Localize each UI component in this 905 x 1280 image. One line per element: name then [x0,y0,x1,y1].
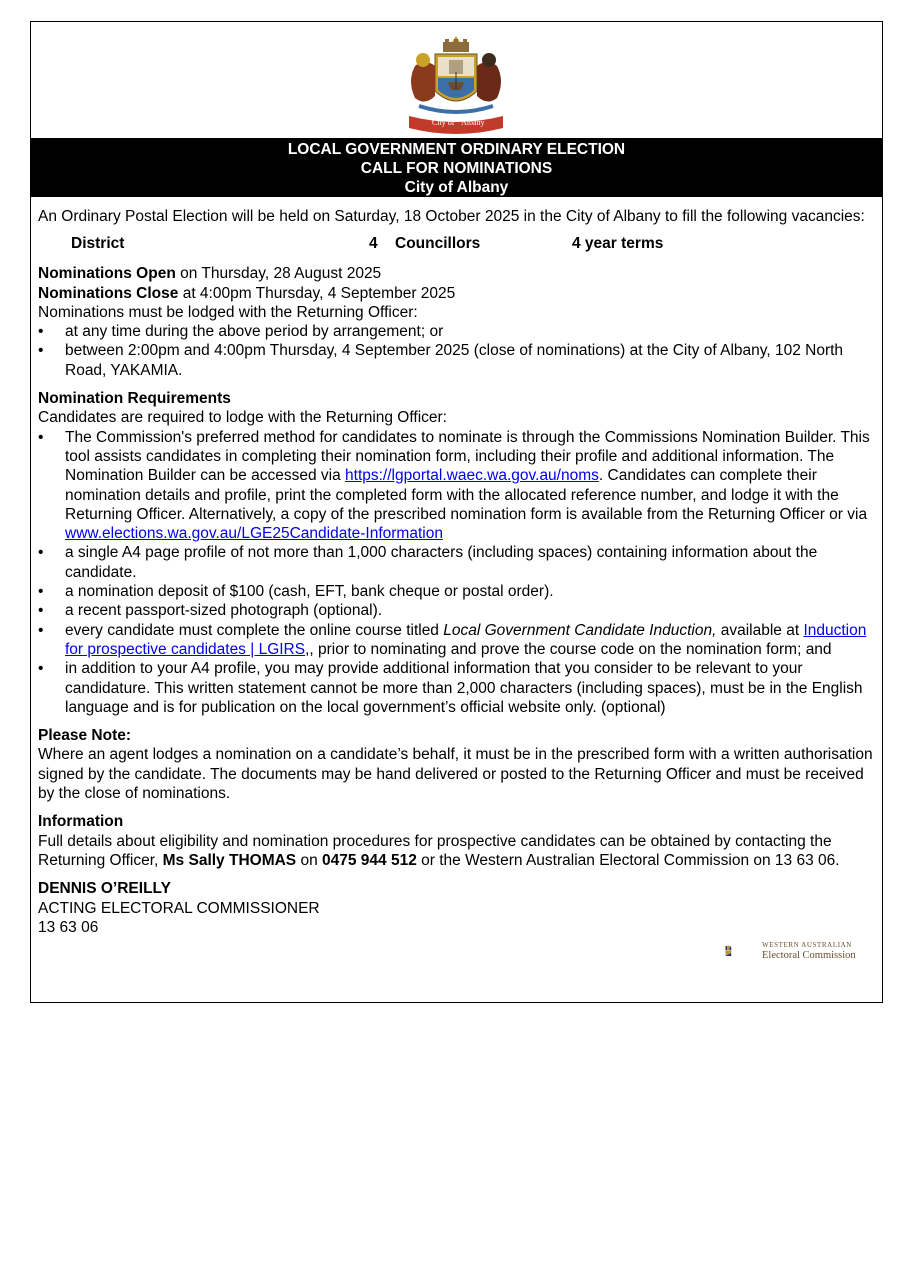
nominations-open-label: Nominations Open [38,265,176,283]
vacancy-term: 4 year terms [572,235,664,253]
information-heading: Information [38,813,124,831]
b5-text-3: ,, prior to nominating and prove the course code on the nomination form; and [305,640,832,658]
waec-logo-icon [725,929,761,973]
candidate-information-link[interactable]: www.elections.wa.gov.au/LGE25Candidate-Information [65,525,443,543]
list-item: • a nomination deposit of $100 (cash, EFT, bank cheque or postal order). [38,582,873,601]
signatory-phone: 13 63 06 [38,918,99,936]
requirements-heading: Nomination Requirements [38,390,231,408]
signatory-name: DENNIS O’REILLY [38,880,171,898]
vacancy-row [38,234,873,258]
list-item: • in addition to your A4 profile, you may provide additional information that you consider to be relevant to your candidature. This written statement cannot be more than 2,000 characters (including spaces), must be in the English language and is for publication on the local government’s official website only. (optional) [38,659,873,717]
note-text: Where an agent lodges a nomination on a candidate’s behalf, it must be in the prescribed form with a written authorisation signed by the candidate. The documents may be hand delivered or posted to the Returning Officer and must be received by the close of nominations. [38,746,873,803]
notice-body [38,207,873,937]
nominations-close [38,284,873,303]
b5-text-1: every candidate must complete the online course titled [65,621,444,639]
info-text-2: on [296,851,322,869]
list-item: • a recent passport-sized photograph (optional). [38,601,873,620]
banner-line-2: CALL FOR NOMINATIONS [360,160,553,177]
list-item [38,428,873,544]
crest-scroll-left: City of [432,118,455,127]
info-text-1: Full details about eligibility and nomination procedures for prospective candidates can be obtained by contacting the Returning Officer, [38,832,832,869]
b1-text-2: . Candidates can complete their nomination details and profile, print the completed form with the allocated reference number, and lodge it with the Returning Officer. Alternatively, a copy of the prescribed nomination form is available from the Returning Officer or via [65,467,868,523]
vacancy-role: Councillors [395,235,481,253]
city-of-albany-crest [405,36,507,134]
lodge-text: Nominations must be lodged with the Returning Officer: [38,303,418,321]
note-heading: Please Note: [38,727,132,745]
list-item: • between 2:00pm and 4:00pm Thursday, 4 September 2025 (close of nominations) at the City of Albany, 102 North Road, YAKAMIA. [38,341,873,380]
waec-logo-text [762,941,856,962]
list-item [38,621,873,660]
lodge-list [38,322,873,380]
requirements-intro: Candidates are required to lodge with the Returning Officer: [38,409,447,427]
intro-paragraph: An Ordinary Postal Election will be held on Saturday, 18 October 2025 in the City of Albany to fill the following vacancies: [38,208,865,225]
banner-line-1: LOCAL GOVERNMENT ORDINARY ELECTION [287,141,626,158]
info-text-3: or the Western Australian Electoral Commission on 13 63 06. [416,851,840,869]
vacancy-district: District [71,235,125,253]
information-text [38,832,873,871]
waec-line-2: Electoral Commission [762,950,856,961]
b1-text-1: The Commission's preferred method for candidates to nominate is through the Commissions Nomination Builder. This tool assists candidates in completing their nomination form, including their profile and additional information. The Nomination Builder can be accessed via [65,428,870,485]
nominations-close-label: Nominations Close [38,284,179,302]
title-banner [31,138,882,197]
waec-line-1: WESTERN AUSTRALIAN [762,941,852,949]
signatory-title: ACTING ELECTORAL COMMISSIONER [38,899,320,917]
list-item: • a single A4 page profile of not more than 1,000 characters (including spaces) containing information about the candidate. [38,543,873,582]
banner-line-3: City of Albany [404,179,509,196]
crest-scroll-right: Albany [461,118,485,127]
nominations-open-date: on Thursday, 28 August 2025 [175,265,382,283]
nominations-open [38,264,873,283]
requirements-list [38,428,873,717]
returning-officer-phone: 0475 944 512 [322,851,417,869]
lgportal-link[interactable]: https://lgportal.waec.wa.gov.au/noms [345,467,599,485]
nominations-close-date: at 4:00pm Thursday, 4 September 2025 [178,284,456,302]
lgirs-induction-link[interactable]: Induction for prospective candidates | LGIRS [65,621,867,658]
list-item: • at any time during the above period by arrangement; or [38,322,873,341]
returning-officer-name: Ms Sally THOMAS [162,851,297,869]
b5-text-2: available at [716,621,804,639]
course-title: Local Government Candidate Induction, [443,621,717,639]
vacancy-count: 4 [369,235,378,253]
